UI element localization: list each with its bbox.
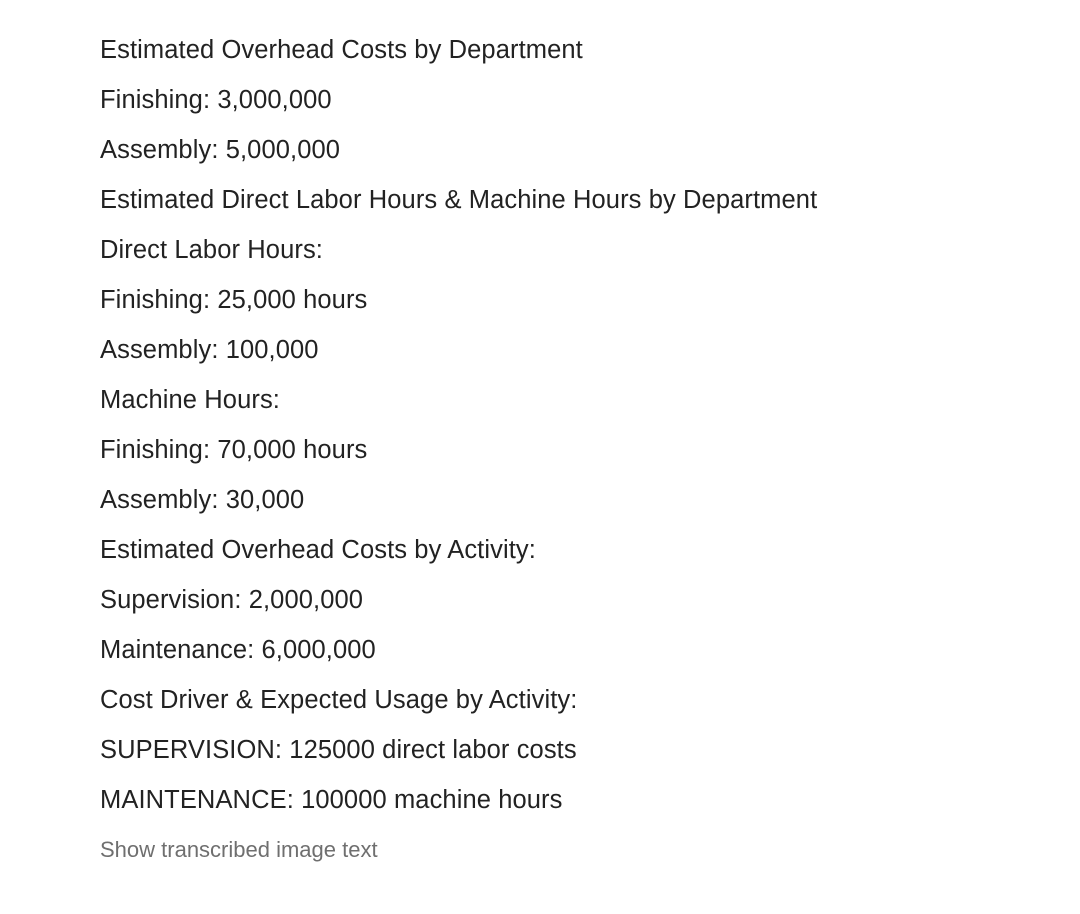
text-line: Assembly: 100,000 <box>100 336 319 364</box>
transcribed-text-block <box>100 25 1040 872</box>
text-line: Maintenance: 6,000,000 <box>100 636 376 664</box>
text-line: Assembly: 30,000 <box>100 486 305 514</box>
show-transcribed-text-link[interactable]: Show transcribed image text <box>100 837 378 862</box>
heading-labor-machine-hours: Estimated Direct Labor Hours & Machine Hours by Department <box>100 186 818 214</box>
text-line: MAINTENANCE: 100000 machine hours <box>100 786 563 814</box>
text-line: SUPERVISION: 125000 direct labor costs <box>100 736 577 764</box>
subheading-direct-labor-hours: Direct Labor Hours: <box>100 236 323 264</box>
text-line: Supervision: 2,000,000 <box>100 586 364 614</box>
text-line: Finishing: 25,000 hours <box>100 286 368 314</box>
subheading-machine-hours: Machine Hours: <box>100 386 280 414</box>
heading-overhead-by-activity: Estimated Overhead Costs by Activity: <box>100 536 536 564</box>
heading-overhead-by-department: Estimated Overhead Costs by Department <box>100 36 583 64</box>
text-line: Finishing: 70,000 hours <box>100 436 368 464</box>
text-line: Assembly: 5,000,000 <box>100 136 341 164</box>
heading-cost-driver-usage: Cost Driver & Expected Usage by Activity: <box>100 686 578 714</box>
text-line: Finishing: 3,000,000 <box>100 86 332 114</box>
